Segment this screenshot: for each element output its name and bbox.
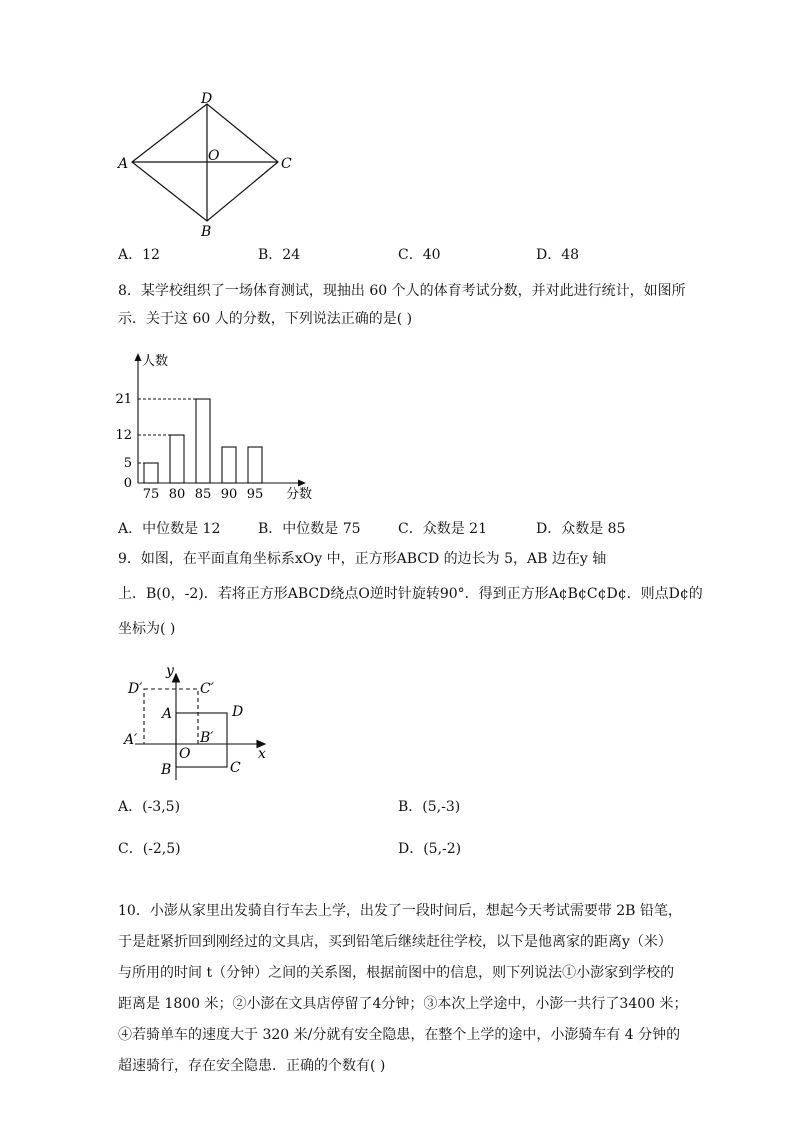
label-c: C: [230, 760, 241, 776]
bar: [144, 463, 158, 483]
q8-line1: 8．某学校组织了一场体育测试，现抽出 60 个人的体育考试分数，并对此进行统计，如图所: [118, 283, 686, 299]
q9-line2: 上．B(0，-2)．若将正方形ABCD绕点O逆时针旋转90°．得到正方形A¢B¢C¢D¢．则点D¢的: [118, 586, 703, 602]
q10-line6: 超速骑行，存在安全隐患．正确的个数有( ): [118, 1058, 386, 1074]
rotation-figure: [110, 660, 285, 785]
label-y: y: [166, 663, 174, 679]
q7-option-c: C．40: [398, 247, 441, 263]
bar: [222, 447, 236, 483]
q7-option-d: D．48: [536, 247, 580, 263]
y-tick-label: 21: [115, 392, 132, 407]
q10-line1: 10．小澎从家里出发骑自行车去上学，出发了一段时间后，想起今天考试需要带 2B 铅笔，: [118, 903, 682, 919]
label-a: A: [162, 706, 173, 722]
bar: [196, 399, 210, 483]
y-tick-label: 5: [123, 456, 132, 471]
x-tick-label: 75: [142, 487, 160, 502]
label-d-prime: D′: [128, 681, 143, 697]
q9-option-c: C．(-2,5): [118, 841, 181, 857]
y-axis-label: 人数: [142, 354, 169, 369]
y-axis-arrow: [135, 353, 142, 361]
label-c: C: [281, 156, 292, 172]
label-d: D: [201, 91, 213, 107]
q8-line2: 示．关于这 60 人的分数，下列说法正确的是( ): [118, 311, 413, 327]
bar: [170, 435, 184, 483]
q9-line1: 9．如图，在平面直角坐标系xOy 中，正方形ABCD 的边长为 5，AB 边在y 轴: [118, 551, 607, 567]
rhombus-figure: [110, 90, 310, 240]
label-x: x: [258, 746, 266, 762]
score-bar-chart: [110, 345, 330, 505]
label-b: B: [201, 224, 212, 240]
x-axis-arrow: [298, 480, 306, 487]
q7-option-b: B．24: [258, 247, 301, 263]
q8-option-c: C．众数是 21: [398, 521, 487, 537]
label-o: O: [208, 148, 220, 164]
q8-option-b: B．中位数是 75: [258, 521, 361, 537]
q9-line3: 坐标为( ): [118, 621, 176, 637]
label-a-prime: A′: [124, 732, 138, 748]
label-d: D: [232, 704, 244, 720]
y-tick-label: 0: [123, 476, 132, 491]
label-c-prime: C′: [200, 681, 214, 697]
x-axis-label: 分数: [286, 487, 313, 502]
q9-option-a: A．(-3,5): [118, 799, 181, 815]
q10-line5: ④若骑单车的速度大于 320 米/分就有安全隐患，在整个上学的途中，小澎骑车有 4 分钟的: [118, 1027, 681, 1043]
q9-option-d: D．(5,-2): [398, 841, 462, 857]
q10-line2: 于是赶紧折回到刚经过的文具店，买到铅笔后继续赶往学校，以下是他离家的距离y（米）: [118, 934, 672, 950]
x-tick-label: 85: [194, 487, 212, 502]
label-b: B: [161, 762, 172, 778]
q8-option-a: A．中位数是 12: [118, 521, 221, 537]
x-tick-label: 90: [220, 487, 238, 502]
q8-option-d: D．众数是 85: [536, 521, 626, 537]
x-tick-label: 95: [246, 487, 264, 502]
bar: [248, 447, 262, 483]
y-tick-label: 12: [115, 428, 132, 443]
q7-option-a: A．12: [118, 247, 160, 263]
label-o: O: [179, 746, 191, 762]
label-b-prime: B′: [200, 730, 214, 746]
q10-line4: 距离是 1800 米；②小澎在文具店停留了4分钟；③本次上学途中，小澎一共行了3400 米；: [118, 996, 688, 1012]
x-tick-label: 80: [168, 487, 186, 502]
label-a: A: [118, 156, 129, 172]
q10-line3: 与所用的时间 t（分钟）之间的关系图，根据前图中的信息，则下列说法①小澎家到学校的: [118, 965, 675, 981]
q9-option-b: B．(5,-3): [398, 799, 461, 815]
